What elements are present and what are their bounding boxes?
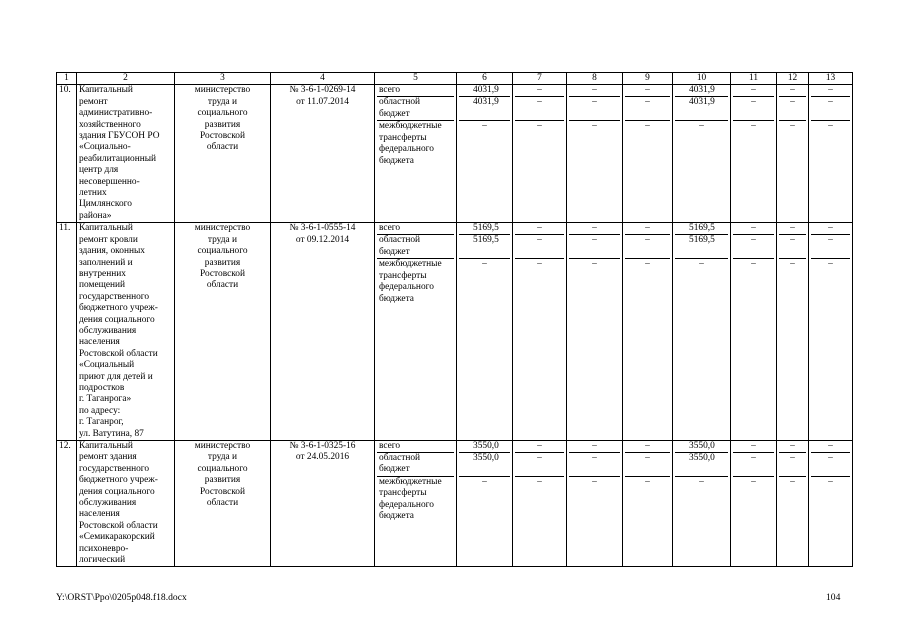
responsible-agency: [175, 441, 271, 567]
object-name: [77, 223, 175, 441]
amount-dash: –: [569, 97, 620, 121]
amount-dash: –: [515, 235, 564, 259]
amount-cell: [731, 85, 777, 223]
amount-dash: –: [482, 121, 487, 132]
amount-dash: –: [811, 223, 850, 235]
responsible-agency-text: министерство труда и социального развития Ростовской области: [194, 223, 251, 291]
row-number: [57, 85, 77, 223]
amount-value: 3550,0: [459, 453, 510, 477]
amount-dash: –: [569, 453, 620, 477]
amount-value: 5169,5: [459, 223, 510, 235]
amount-value: 4031,9: [675, 97, 728, 121]
funding-sources: [375, 441, 457, 567]
column-number: 11: [731, 73, 777, 85]
column-number: 13: [809, 73, 853, 85]
expert-conclusion: [271, 441, 375, 567]
amount-dash: –: [733, 235, 774, 259]
amount-dash: –: [779, 441, 806, 453]
amount-dash: –: [733, 453, 774, 477]
amount-dash: –: [645, 259, 650, 270]
amount-dash: –: [592, 259, 597, 270]
amount-dash: –: [811, 441, 850, 453]
amount-value: 5169,5: [459, 235, 510, 259]
amount-cell: [513, 223, 567, 441]
amount-cell: [623, 223, 673, 441]
amount-dash: –: [569, 441, 620, 453]
amount-cell: [457, 223, 513, 441]
responsible-agency: [175, 223, 271, 441]
column-number: 5: [375, 73, 457, 85]
responsible-agency: [175, 85, 271, 223]
funding-sources: [375, 223, 457, 441]
amount-dash: –: [733, 223, 774, 235]
funding-source-label: межбюджетные трансферты федерального бюджета: [379, 477, 442, 522]
amount-dash: –: [645, 121, 650, 132]
amount-dash: –: [515, 85, 564, 97]
column-number: 10: [673, 73, 731, 85]
responsible-agency-text: министерство труда и социального развития Ростовской области: [194, 441, 251, 509]
amount-value: 3550,0: [459, 441, 510, 453]
amount-cell: [567, 223, 623, 441]
amount-dash: –: [515, 223, 564, 235]
amount-cell: [731, 223, 777, 441]
amount-dash: –: [751, 477, 756, 487]
amount-dash: –: [751, 121, 756, 132]
amount-dash: –: [790, 259, 795, 270]
amount-cell: [513, 441, 567, 567]
amount-cell: [623, 441, 673, 567]
amount-dash: –: [811, 97, 850, 121]
amount-dash: –: [537, 477, 542, 487]
amount-value: 3550,0: [675, 453, 728, 477]
column-number: 7: [513, 73, 567, 85]
amount-dash: –: [625, 97, 670, 121]
amount-dash: –: [537, 121, 542, 132]
amount-value: 4031,9: [459, 85, 510, 97]
table-row: [57, 223, 853, 441]
expert-conclusion-text: № 3-6-1-0325-16 от 24.05.2016: [289, 441, 356, 463]
expert-conclusion: [271, 85, 375, 223]
amount-value: 3550,0: [675, 441, 728, 453]
table-row: [57, 85, 853, 223]
amount-value: 4031,9: [675, 85, 728, 97]
amount-dash: –: [733, 97, 774, 121]
financing-table: [56, 72, 853, 567]
row-number-text: 11.: [59, 223, 71, 234]
amount-dash: –: [828, 259, 833, 270]
amount-cell: [623, 85, 673, 223]
funding-source-label: областной бюджет: [377, 97, 454, 121]
file-path: Y:\ORST\Ppo\0205p048.f18.docx: [56, 592, 187, 603]
amount-cell: [457, 441, 513, 567]
amount-value: 4031,9: [459, 97, 510, 121]
amount-dash: –: [779, 235, 806, 259]
amount-dash: –: [592, 121, 597, 132]
table-row: [57, 441, 853, 567]
amount-dash: –: [645, 477, 650, 487]
amount-cell: [777, 441, 809, 567]
amount-dash: –: [515, 97, 564, 121]
amount-cell: [809, 223, 853, 441]
column-number: 4: [271, 73, 375, 85]
amount-dash: –: [592, 477, 597, 487]
object-name-text: Капитальный ремонт кровли здания, оконных заполнений и внутренних помещений государственного бюджетного учреж- дения социального обслуживания населения Ростовской области «Социальный приют для детей и подростков г. Таганрога» по адресу: г. Таганрог, ул. Ватутина, 87: [79, 223, 158, 439]
column-number: 2: [77, 73, 175, 85]
funding-source-label: областной бюджет: [377, 235, 454, 259]
amount-dash: –: [482, 259, 487, 270]
amount-dash: –: [733, 441, 774, 453]
amount-dash: –: [625, 441, 670, 453]
funding-source-label: всего: [377, 85, 454, 97]
amount-cell: [777, 85, 809, 223]
amount-dash: –: [779, 97, 806, 121]
column-number: 9: [623, 73, 673, 85]
amount-dash: –: [811, 453, 850, 477]
amount-dash: –: [625, 453, 670, 477]
amount-dash: –: [515, 441, 564, 453]
funding-source-label: межбюджетные трансферты федерального бюджета: [379, 259, 442, 304]
expert-conclusion-text: № 3-6-1-0269-14 от 11.07.2014: [289, 85, 356, 107]
amount-dash: –: [779, 223, 806, 235]
amount-cell: [457, 85, 513, 223]
amount-dash: –: [625, 223, 670, 235]
amount-dash: –: [779, 453, 806, 477]
row-number-text: 10.: [59, 85, 71, 96]
amount-cell: [567, 441, 623, 567]
column-number: 12: [777, 73, 809, 85]
amount-dash: –: [790, 121, 795, 132]
amount-value: 5169,5: [675, 223, 728, 235]
responsible-agency-text: министерство труда и социального развития Ростовской области: [194, 85, 251, 153]
amount-dash: –: [811, 235, 850, 259]
amount-dash: –: [625, 85, 670, 97]
amount-dash: –: [537, 259, 542, 270]
column-number-row: [57, 73, 853, 85]
expert-conclusion: [271, 223, 375, 441]
amount-cell: [809, 441, 853, 567]
amount-dash: –: [751, 259, 756, 270]
amount-cell: [731, 441, 777, 567]
expert-conclusion-text: № 3-6-1-0555-14 от 09.12.2014: [289, 223, 356, 245]
amount-cell: [673, 223, 731, 441]
column-number: 8: [567, 73, 623, 85]
funding-sources: [375, 85, 457, 223]
amount-cell: [673, 441, 731, 567]
row-number: [57, 441, 77, 567]
amount-dash: –: [699, 259, 704, 270]
amount-dash: –: [811, 85, 850, 97]
amount-dash: –: [779, 85, 806, 97]
row-number: [57, 223, 77, 441]
amount-dash: –: [569, 85, 620, 97]
funding-source-label: областной бюджет: [377, 453, 454, 477]
object-name-text: Капитальный ремонт здания государственного бюджетного учреж- дения социального обслуживания населения Ростовской области «Семикаракорский психоневро- логический: [79, 441, 158, 566]
funding-source-label: всего: [377, 441, 454, 453]
amount-dash: –: [828, 121, 833, 132]
amount-dash: –: [482, 477, 487, 487]
funding-source-label: межбюджетные трансферты федерального бюджета: [379, 121, 442, 166]
amount-dash: –: [733, 85, 774, 97]
amount-cell: [809, 85, 853, 223]
amount-cell: [513, 85, 567, 223]
amount-dash: –: [625, 235, 670, 259]
column-number: 1: [57, 73, 77, 85]
object-name: [77, 441, 175, 567]
row-number-text: 12.: [59, 441, 71, 451]
amount-dash: –: [699, 121, 704, 132]
object-name-text: Капитальный ремонт административно- хозяйственного здания ГБУСОН РО «Социально- реабилитационный центр для несовершенно- летних Цимлянского района»: [79, 85, 160, 221]
amount-cell: [673, 85, 731, 223]
amount-dash: –: [699, 477, 704, 487]
object-name: [77, 85, 175, 223]
column-number: 6: [457, 73, 513, 85]
column-number: 3: [175, 73, 271, 85]
amount-cell: [567, 85, 623, 223]
funding-source-label: всего: [377, 223, 454, 235]
page-number: 104: [826, 592, 841, 603]
amount-cell: [777, 223, 809, 441]
amount-dash: –: [828, 477, 833, 487]
amount-dash: –: [569, 235, 620, 259]
amount-dash: –: [569, 223, 620, 235]
amount-dash: –: [515, 453, 564, 477]
amount-value: 5169,5: [675, 235, 728, 259]
amount-dash: –: [790, 477, 795, 487]
